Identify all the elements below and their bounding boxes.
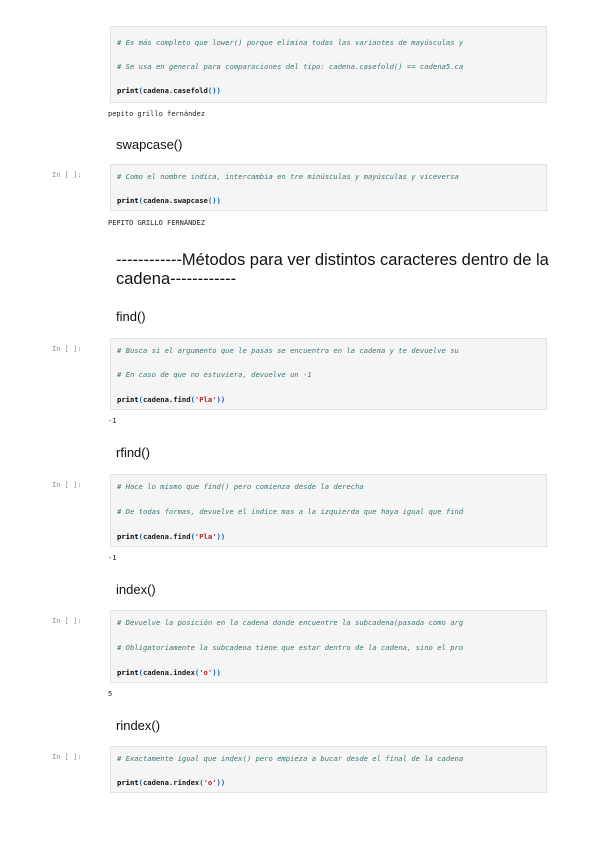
code-arg: cadena.index (142, 668, 195, 677)
code-fn: print (117, 532, 139, 541)
cell-output-find: -1 (108, 417, 117, 425)
code-line: print(cadena.swapcase()) (117, 196, 221, 205)
code-cell-rfind[interactable] (110, 474, 547, 547)
code-comment-line: # De todas formas, devuelve el índice mas a la izquierda que haya igual que find (117, 507, 464, 516)
code-comment-line: # Devuelve la posición en la cadena donde encuentre la subcadena(pasada como arg (117, 618, 464, 627)
code-line: print(cadena.index('o')) (117, 668, 221, 677)
code-line: print(cadena.find('Pla')) (117, 395, 226, 404)
code-cell-find[interactable] (110, 338, 547, 410)
code-cell-rindex[interactable] (110, 746, 547, 793)
code-comment-line: # Busca si el argumento que le pasas se encuentra en la cadena y te devuelve su (117, 346, 459, 355)
code-comment-line: # Como el nombre indica, intercambia en tre minúsculas y mayúsculas y viceversa (117, 172, 459, 181)
cell-prompt: In [ ]: (52, 345, 82, 353)
code-arg: cadena.find (142, 395, 191, 404)
heading-index: index() (116, 582, 156, 597)
heading-swapcase: swapcase() (116, 137, 183, 152)
code-comment-line: # Hace lo mismo que find() pero comienza desde la derecha (117, 482, 364, 491)
code-arg: cadena.rindex (142, 778, 200, 787)
code-string: 'Pla' (194, 395, 217, 404)
heading-rfind: rfind() (116, 445, 150, 460)
code-comment-line: # Obligatoriamente la subcadena tiene que estar dentro de la cadena, sino el pro (117, 643, 464, 652)
code-arg: cadena.find (142, 532, 191, 541)
code-cell-swapcase[interactable] (110, 164, 547, 211)
code-fn: print (117, 668, 139, 677)
code-string: 'Pla' (194, 532, 217, 541)
cell-prompt: In [ ]: (52, 171, 82, 179)
code-string: 'o' (199, 668, 213, 677)
code-line: print(cadena.casefold()) (117, 86, 221, 95)
cell-prompt: In [ ]: (52, 617, 82, 625)
code-fn: print (117, 86, 139, 95)
cell-prompt: In [ ]: (52, 481, 82, 489)
cell-prompt: In [ ]: (52, 753, 82, 761)
code-fn: print (117, 778, 139, 787)
code-cell-index[interactable] (110, 610, 547, 683)
code-comment-line: # En caso de que no estuviera, devuelve un -1 (117, 370, 312, 379)
heading-find: find() (116, 309, 146, 324)
cell-output-swapcase: PEPITO GRILLO FERNÁNDEZ (108, 219, 205, 227)
code-cell-casefold[interactable] (110, 26, 547, 103)
heading-rindex: rindex() (116, 718, 161, 733)
code-string: 'o' (203, 778, 217, 787)
cell-output-casefold: pepito grillo fernández (108, 110, 205, 118)
cell-output-rfind: -1 (108, 554, 117, 562)
cell-output-index: 5 (108, 690, 113, 698)
code-comment-line: # Es más completo que lower() porque elimina todas las variantes de mayúsculas y (117, 38, 464, 47)
code-line: print(cadena.rindex('o')) (117, 778, 226, 787)
code-fn: print (117, 395, 139, 404)
code-line: print(cadena.find('Pla')) (117, 532, 226, 541)
section-heading: ------------Métodos para ver distintos caracteres dentro de la cadena------------ (116, 251, 549, 288)
code-arg: cadena.swapcase (142, 196, 208, 205)
code-comment-line: # Exactamente igual que index() pero empieza a bucar desde el final de la cadena (117, 754, 464, 763)
code-arg: cadena.casefold (142, 86, 208, 95)
code-comment-line: # Se usa en general para comparaciones del tipo: cadena.casefold() == cadena5.ca (117, 62, 464, 71)
code-fn: print (117, 196, 139, 205)
